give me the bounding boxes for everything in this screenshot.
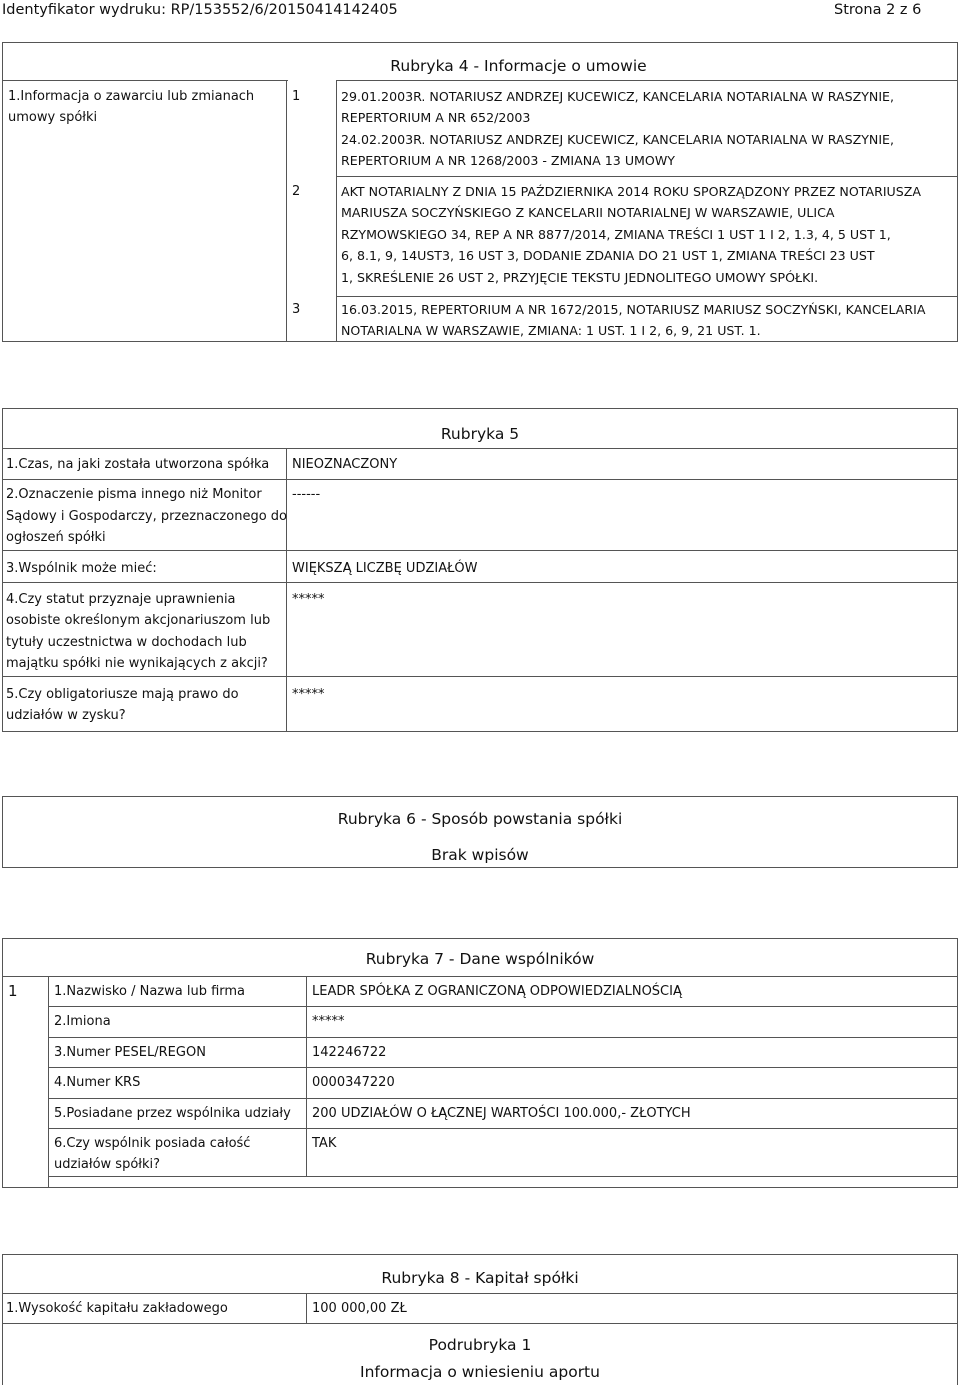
r5-row-label: majątku spółki nie wynikających z akcji? [6,656,268,671]
r7-sep [48,1067,958,1068]
r4-title: Rubryka 4 - Informacje o umowie [390,57,647,75]
r4-item-line: MARIUSZA SOCZYŃSKIEGO Z KANCELARII NOTARIALNEJ W WARSZAWIE, ULICA [341,205,835,220]
r5-sep [2,582,958,583]
r4-label: umowy spółki [8,110,98,125]
r6-empty-note: Brak wpisów [431,846,529,864]
r4-divider-2 [336,80,337,342]
r4-item-line: REPERTORIUM A NR 1268/2003 - ZMIANA 13 UMOWY [341,153,675,168]
r5-sep [2,676,958,677]
r5-row-label: 4.Czy statut przyznaje uprawnienia [6,592,236,607]
r4-label: 1.Informacja o zawarciu lub zmianach [8,89,255,104]
r5-row-label: ogłoszeń spółki [6,530,106,545]
r8-sep [2,1323,958,1324]
r5-row-label: 1.Czas, na jaki została utworzona spółka [6,457,270,472]
page-number: Strona 2 z 6 [834,2,922,18]
r7-row-label: 4.Numer KRS [54,1075,141,1090]
print-identifier: Identyfikator wydruku: RP/153552/6/20150414142405 [2,2,398,18]
r4-item-number: 1 [292,89,301,104]
r5-divider [286,448,287,732]
r5-row-label: Sądowy i Gospodarczy, przeznaczonego do [6,509,287,524]
r8-row-value: 100 000,00 ZŁ [312,1301,407,1316]
r4-label-top-line [2,80,288,81]
r5-row-label: tytuły uczestnictwa w dochodach lub [6,635,247,650]
r5-title: Rubryka 5 [440,425,520,443]
r7-row-value: 200 UDZIAŁÓW O ŁĄCZNEJ WARTOŚCI 100.000,- ZŁOTYCH [312,1106,691,1121]
r5-row-value: ***** [292,592,325,607]
r4-item-line: 1, SKREŚLENIE 26 UST 2, PRZYJĘCIE TEKSTU JEDNOLITEGO UMOWY SPÓŁKI. [341,270,819,285]
r7-title: Rubryka 7 - Dane wspólników [365,950,595,968]
r5-label-top-line [2,448,288,449]
r5-row-value: ***** [292,687,325,702]
r4-item-line: REPERTORIUM A NR 652/2003 [341,110,531,125]
r7-row-value: 142246722 [312,1045,387,1060]
r7-sep [48,1006,958,1007]
r5-row-label: 2.Oznaczenie pisma innego niż Monitor [6,487,262,502]
r5-sep [2,550,958,551]
r7-row-label: 2.Imiona [54,1014,111,1029]
r5-row-label: 3.Wspólnik może mieć: [6,561,157,576]
r5-row-value: NIEOZNACZONY [292,457,398,472]
r7-row-label: 6.Czy wspólnik posiada całość [54,1136,251,1151]
r8-subsection-title: Podrubryka 1 [428,1336,532,1354]
r5-sep [2,479,958,480]
r5-row-value: WIĘKSZĄ LICZBĘ UDZIAŁÓW [292,561,478,576]
r4-item-line: 6, 8.1, 9, 14UST3, 16 UST 3, DODANIE ZDANIA DO 21 UST 1, ZMIANA TREŚCI 23 UST [341,248,875,263]
r7-row-value: ***** [312,1014,345,1029]
r5-row-label: udziałów w zysku? [6,708,126,723]
r5-row-label: 5.Czy obligatoriusze mają prawo do [6,687,239,702]
r6-title: Rubryka 6 - Sposób powstania spółki [337,810,623,828]
r4-item-line: NOTARIALNA W WARSZAWIE, ZMIANA: 1 UST. 1 I 2, 6, 9, 21 UST. 1. [341,323,761,338]
r5-value-top-line [286,448,958,449]
r8-title: Rubryka 8 - Kapitał spółki [381,1269,579,1287]
r4-item-line: RZYMOWSKIEGO 34, REP A NR 8877/2014, ZMIANA TREŚCI 1 UST 1 I 2, 1.3, 4, 5 UST 1, [341,227,891,242]
r4-value-top-line [336,80,958,81]
r4-sep-1 [336,176,958,177]
r7-row-label: 1.Nazwisko / Nazwa lub firma [54,984,246,999]
r7-sep [48,1098,958,1099]
r4-item-line: 29.01.2003R. NOTARIUSZ ANDRZEJ KUCEWICZ, KANCELARIA NOTARIALNA W RASZYNIE, [341,89,894,104]
r4-sep-2 [336,296,958,297]
r4-item-number: 3 [292,302,301,317]
r7-row-label: udziałów spółki? [54,1157,161,1172]
r7-sep [48,1176,958,1177]
r7-entry-number: 1 [8,982,18,1000]
r7-row-label: 3.Numer PESEL/REGON [54,1045,206,1060]
r7-row-label: 5.Posiadane przez wspólnika udziały [54,1106,291,1121]
r7-row-value: LEADR SPÓŁKA Z OGRANICZONĄ ODPOWIEDZIALNOŚCIĄ [312,984,682,999]
r7-row-value: TAK [312,1136,337,1151]
r8-row-label: 1.Wysokość kapitału zakładowego [6,1301,228,1316]
r7-sep [48,1128,958,1129]
r8-subsection-subtitle: Informacja o wniesieniu aportu [360,1363,600,1381]
r8-divider [306,1293,307,1323]
r4-divider-1 [286,80,287,342]
r5-row-label: osobiste określonym akcjonariuszom lub [6,613,271,628]
r7-row-value: 0000347220 [312,1075,395,1090]
r4-item-line: 16.03.2015, REPERTORIUM A NR 1672/2015, NOTARIUSZ MARIUSZ SOCZYŃSKI, KANCELARIA [341,302,926,317]
r4-item-line: 24.02.2003R. NOTARIUSZ ANDRZEJ KUCEWICZ, KANCELARIA NOTARIALNA W RASZYNIE, [341,132,894,147]
r7-divider-num [48,976,49,1188]
r7-sep [48,1037,958,1038]
r5-row-value: ------ [292,487,321,502]
r4-item-number: 2 [292,184,301,199]
r4-item-line: AKT NOTARIALNY Z DNIA 15 PAŹDZIERNIKA 2014 ROKU SPORZĄDZONY PRZEZ NOTARIUSZA [341,184,921,199]
r7-top-line [2,976,958,977]
r8-top-line [2,1293,958,1294]
